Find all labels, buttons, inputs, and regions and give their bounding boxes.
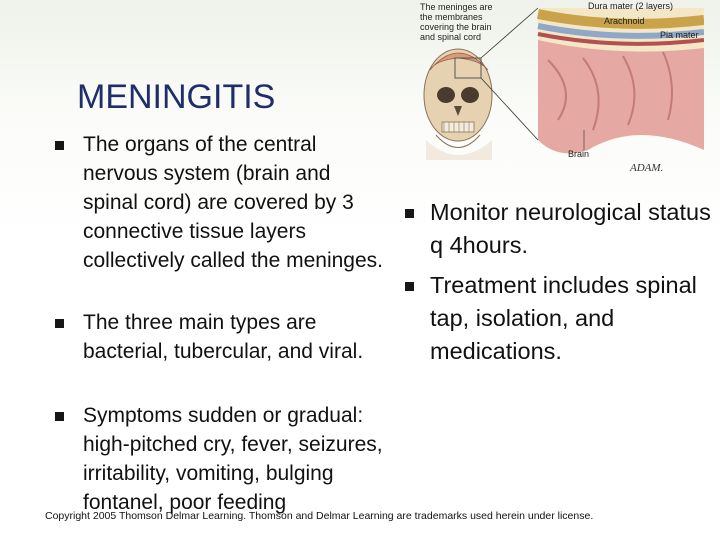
slide-title: MENINGITIS bbox=[77, 78, 276, 116]
arachnoid-label: Arachnoid bbox=[604, 16, 645, 26]
zoom-line bbox=[481, 8, 538, 58]
left-bullet-2: The three main types are bacterial, tubercular, and viral. bbox=[83, 311, 364, 363]
dura-mater-label: Dura mater (2 layers) bbox=[588, 1, 674, 11]
copyright-notice: Copyright 2005 Thomson Delmar Learning. Thomson and Delmar Learning are trademarks used herein under license. bbox=[45, 510, 594, 522]
right-bullet-1: Monitor neurological status q 4hours. bbox=[430, 199, 711, 258]
pia-mater-label: Pia mater bbox=[660, 30, 699, 40]
meninges-illustration bbox=[408, 0, 704, 175]
figure-caption-line: the membranes bbox=[420, 12, 483, 22]
figure-caption-line: and spinal cord bbox=[420, 32, 482, 42]
figure-caption-line: The meninges are bbox=[420, 2, 493, 12]
adam-logo: ADAM. bbox=[630, 162, 664, 174]
bullet-marker bbox=[55, 141, 64, 150]
right-bullet-2: Treatment includes spinal tap, isolation, and medications. bbox=[430, 272, 697, 364]
bullet-marker bbox=[55, 412, 64, 421]
left-bullet-3: Symptoms sudden or gradual: high-pitched cry, fever, seizures, irritability, vomiting, bulging fontanel, poor feeding bbox=[83, 404, 383, 514]
brain-label: Brain bbox=[568, 149, 590, 159]
figure-caption-line: covering the brain bbox=[420, 22, 492, 32]
bullet-marker bbox=[55, 319, 64, 328]
skull-illustration bbox=[424, 49, 492, 160]
left-bullet-1: The organs of the central nervous system (brain and spinal cord) are covered by 3 connective tissue layers collectively called the meninges. bbox=[83, 133, 383, 272]
bullet-marker bbox=[405, 282, 414, 291]
bullet-marker bbox=[405, 209, 414, 218]
